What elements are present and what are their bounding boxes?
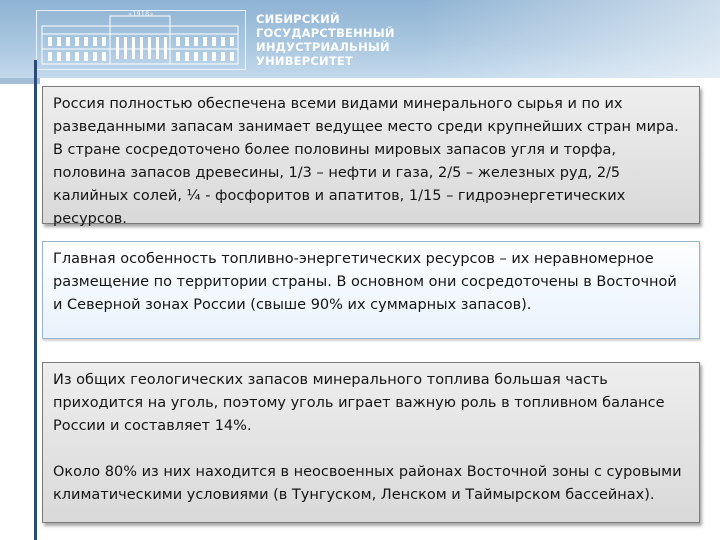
- fuel-resources-text: Главная особенность топливно-энергетических ресурсов – их неравномерное размещение по территории страны. В основном они сосредоточены в Восточной и Северной зонах России (свыше 90% их суммарных запасов).: [53, 251, 677, 313]
- university-name: [256, 12, 395, 68]
- paragraph-spacer: [53, 438, 689, 461]
- fuel-resources-block: [42, 241, 700, 339]
- university-name-line-4: УНИВЕРСИТЕТ: [256, 54, 353, 68]
- coal-reserves-text-2: Около 80% из них находится в неосвоенных районах Восточной зоны с суровыми климатическими условиями (в Тунгуском, Ленском и Таймырском бассейнах).: [53, 464, 682, 503]
- mineral-resources-text: Россия полностью обеспечена всеми видами минерального сырья и по их разведанными запасам занимает ведущее место среди крупнейших стран мира. В стране сосредоточено более половины мировых запасов угля и торфа, половина запасов древесины, 1/3 – нефти и газа, 2/5 – железных руд, 2/5 калийных солей, ¼ - фосфоритов и апатитов, 1/15 – гидроэнергетических ресурсов.: [53, 96, 679, 227]
- left-vertical-line: [34, 60, 37, 540]
- coal-reserves-block: [42, 362, 700, 523]
- university-name-line-3: ИНДУСТРИАЛЬНЫЙ: [256, 40, 390, 54]
- mineral-resources-block: [42, 86, 700, 227]
- university-name-line-1: СИБИРСКИЙ: [256, 12, 340, 26]
- header-gradient: [420, 0, 720, 78]
- university-building-logo: [40, 12, 240, 66]
- header-banner: [0, 0, 720, 78]
- university-name-line-2: ГОСУДАРСТВЕННЫЙ: [256, 26, 395, 40]
- logo-year: «1918»: [128, 11, 154, 18]
- coal-reserves-text-1: Из общих геологических запасов минерального топлива большая часть приходится на уголь, поэтому уголь играет важную роль в топливном балансе России и составляет 14%.: [53, 372, 665, 434]
